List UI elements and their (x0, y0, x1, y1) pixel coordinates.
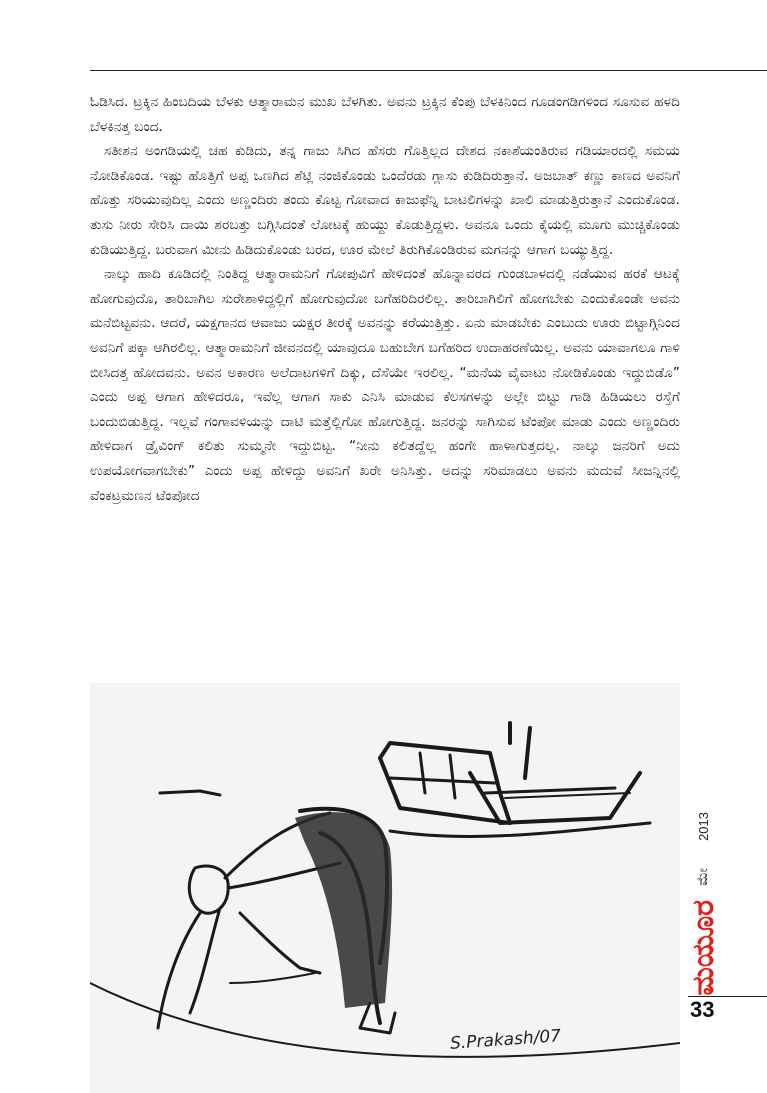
paragraph: ಓಡಿಸಿದ. ಟ್ರಕ್ಕಿನ ಹಿಂಬದಿಯ ಬೆಳಕು ಆತ್ಮಾರಾಮನ ಮುಖ ಬೆಳಗಿತು. ಅವನು ಟ್ರಕ್ಕಿನ ಕೆಂಪು ಬೆಳಕಿನಿಂದ ಗೂಡಂಗಡಿಗಳಿಂದ ಸೂಸುವ ಹಳದಿ ಬೆಳಕಿನತ್ತ ಬಂದ. (90, 94, 680, 135)
paragraph: ನಾಲ್ಕು ಹಾದಿ ಕೂಡಿದಲ್ಲಿ ನಿಂತಿದ್ದ ಆತ್ಮಾರಾಮನಿಗೆ ಗೋಪುವಿಗೆ ಹೇಳಿದಂತೆ ಹೊನ್ನಾವರದ ಗುಂಡಬಾಳದಲ್ಲಿ ನಡೆಯುವ ಹರಕೆ ಆಟಕ್ಕೆ ಹೋಗುವುದೊ, ತಾರಿಬಾಗಿಲ ಸುರೇಶಾಳಿದ್ದಲ್ಲಿಗೆ ಹೋಗುವುದೋ ಬಗೆಹರಿದಿರಲಿಲ್ಲ. ತಾರಿಬಾಗಿಲಿಗೆ ಹೋಗಬೇಕು ಎಂದುಕೊಂಡೇ ಅವನು ಮನೆಬಿಟ್ಟವನು. ಆದರೆ, ಯಕ್ಷಗಾನದ ಆವಾಜು ಯಕ್ಷರ ತೀರಕ್ಕೆ ಅವನನ್ನು ಕರೆಯುತ್ತಿತ್ತು. ಏನು ಮಾಡಬೇಕು ಎಂಬುದು ಊರು ಬಿಟ್ಟಾಗ್ಗಿನಿಂದ ಅವನಿಗೆ ಪಕ್ಕಾ ಆಗಿರಲಿಲ್ಲ. ಆತ್ಮಾರಾಮನಿಗೆ ಜೀವನದಲ್ಲಿ ಯಾವುದೂ ಬಹುಬೇಗ ಬಗೆಹರಿದ ಉದಾಹರಣೆಯಿಲ್ಲ. ಅವನು ಯಾವಾಗಲೂ ಗಾಳಿ ಬೀಸಿದತ್ತ ಹೋದವನು. ಅವನ ಅಕಾರಣ ಅಲೆದಾಟಗಳಿಗೆ ದಿಕ್ಕು, ದೆಸೆಯೇ ಇರಲಿಲ್ಲ. “ಮನೆಯ ವೈವಾಟು ನೋಡಿಕೊಂಡು ಇದ್ದುಬಿಡೊ” ಎಂದು ಅಪ್ಪ ಆಗಾಗ ಹೇಳಿದರೂ, ಇವೆಲ್ಲ ಆಗಾಗ ಸಾಕು ಎನಿಸಿ ಮಾಡುವ ಕೆಲಸಗಳನ್ನು ಅಲ್ಲೇ ಬಿಟ್ಟು ಗಾಡಿ ಹಿಡಿಯಲು ರಸ್ತೆಗೆ ಬಂದುಬಿಡುತ್ತಿದ್ದ. ಇಲ್ಲವೆ ಗಂಗಾವಳಿಯನ್ನು ದಾಟಿ ಮತ್ತೆಲ್ಲಿಗೋ ಹೋಗುತ್ತಿದ್ದ. ಜನರನ್ನು ಸಾಗಿಸುವ ಟೆಂಪೋ ಮಾಡು ಎಂದು ಅಣ್ಣಂದಿರು ಹೇಳಿದಾಗ ಡ್ರೈವಿಂಗ್ ಕಲಿತು ಸುಮ್ಮನೇ ಇದ್ದುಬಿಟ್ಟ. “ನೀನು ಕಲಿತದ್ದೆಲ್ಲ ಹಂಗೇ ಹಾಳಾಗುತ್ತದಲ್ಲ. ನಾಲ್ಕು ಜನರಿಗೆ ಅದು ಉಪಯೋಗವಾಗಬೇಕು” ಎಂದು ಅಪ್ಪ ಹೇಳಿದ್ದು ಅವನಿಗೆ ಖರೇ ಅನಿಸಿತ್ತು. ಅದನ್ನು ಸರಿಮಾಡಲು ಅವನು ಮದುವೆ ಸೀಜನ್ನಿನಲ್ಲಿ ವೆಂಕಟ್ರಮಣನ ಟೆಂಪೋದ (90, 266, 680, 504)
fisherman-boats-sketch (90, 683, 680, 1093)
page-number: 33 (690, 997, 715, 1022)
sketch-illustration (90, 683, 680, 1093)
article-body (90, 90, 680, 508)
paragraph: ಸತೀಶನ ಅಂಗಡಿಯಲ್ಲಿ ಚಹ ಕುಡಿದು, ತನ್ನ ಗಾಜು ಸಿಗಿದ ಹೆಸರು ಗೊತ್ತಿಲ್ಲದ ದೇಶದ ನಕಾಶೆಯಂತಿರುವ ಗಡಿಯಾರದಲ್ಲಿ ಸಮಯ ನೋಡಿಕೊಂಡ. ಇಷ್ಟು ಹೊತ್ತಿಗೆ ಅಪ್ಪ ಒಣಗಿದ ಶೆಟ್ಲಿ ನಂಜಿಕೊಂಡು ಒಂದೆರಡು ಗ್ಲಾಸು ಕುಡಿದಿರುತ್ತಾನೆ. ಅಜಬಾತ್ ಕಣ್ಣು ಕಾಣದ ಅವನಿಗೆ ಹೊತ್ತು ಸರಿಯುವುದಿಲ್ಲ ಎಂದು ಅಣ್ಣಂದಿರು ತಂದು ಕೊಟ್ಟ ಗೋವಾದ ಕಾಜುಫೆನ್ನಿ ಬಾಟಲಿಗಳನ್ನು ಖಾಲಿ ಮಾಡುತ್ತಿರುತ್ತಾನೆ ಎಂದುಕೊಂಡ. ತುಸು ನೀರು ಸೇರಿಸಿ ದಾಯಿ ಶರಬತ್ತು ಬಗ್ಗಿಸಿದಂತೆ ಲೋಟಕ್ಕೆ ಹುಯ್ದು ಕೊಡುತ್ತಿದ್ದಳು. ಅವನೂ ಒಂದು ಕೈಯಲ್ಲಿ ಮೂಗು ಮುಚ್ಚಿಕೊಂಡು ಕುಡಿಯುತ್ತಿದ್ದ. ಬರುವಾಗ ಮೀನು ಹಿಡಿದುಕೊಂಡು ಬರದ, ಊರ ಮೇಲೆ ತಿರುಗಿಕೊಂಡಿರುವ ಮಗನನ್ನು ಆಗಾಗ ಬಯ್ಯುತ್ತಿದ್ದ. (90, 143, 680, 258)
magazine-logo: ಮಯೂರ (686, 900, 721, 996)
header-rule (90, 70, 767, 71)
issue-month: ಮೇ (695, 868, 711, 886)
artist-signature: S.Prakash/07 (449, 1026, 562, 1054)
issue-year: 2013 (696, 812, 711, 841)
